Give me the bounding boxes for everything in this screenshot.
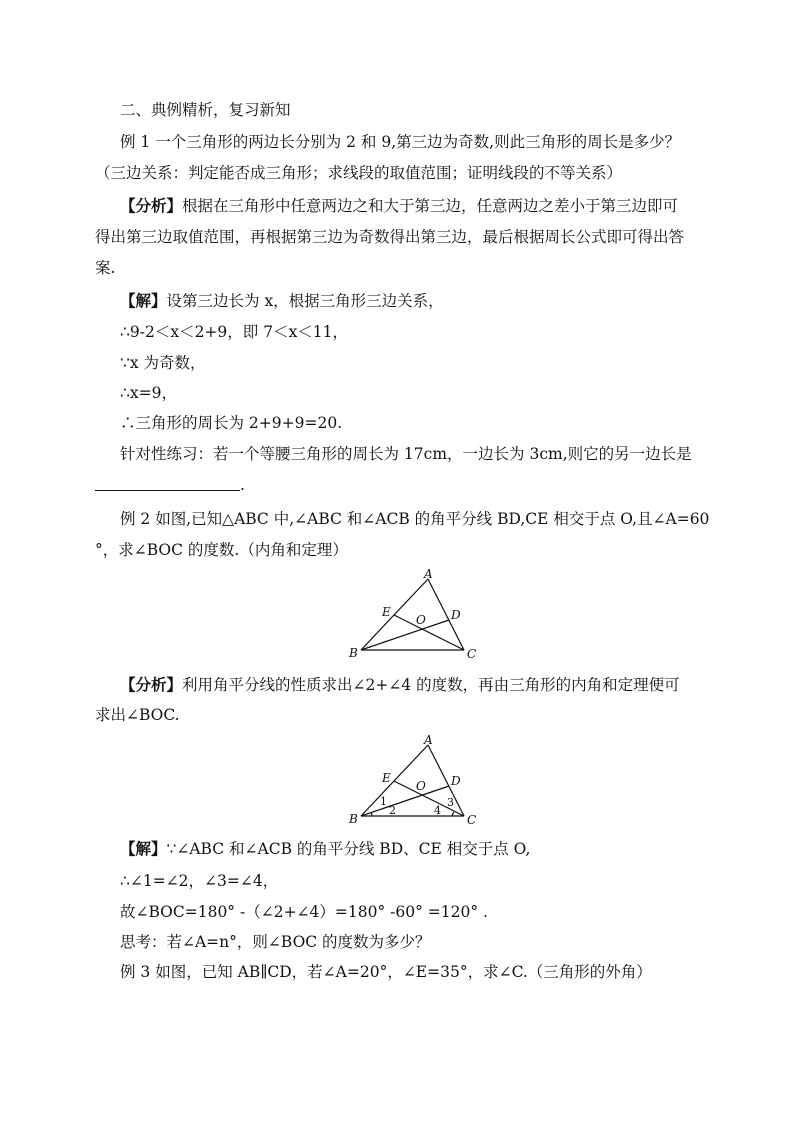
triangle-figure-1 — [340, 566, 490, 662]
example-1-solution-line-1 — [120, 290, 730, 312]
example-1-analysis-line-1 — [120, 195, 730, 217]
label-e: E — [382, 605, 391, 619]
solution-text: 设第三边长为 x，根据三角形三边关系， — [166, 292, 444, 310]
example-3-question: 例 3 如图，已知 AB∥CD，若∠A=20°，∠E=35°，求∠C.（三角形的外角） — [120, 963, 652, 981]
example-1-solution-line-3: ∵x 为奇数， — [120, 354, 206, 372]
example-2-analysis-line-2: 求出∠BOC. — [95, 706, 180, 724]
label-o: O — [416, 779, 426, 793]
angle-label-4: 4 — [434, 804, 441, 817]
label-b: B — [349, 646, 358, 660]
section-title: 二、典例精析，复习新知 — [120, 101, 291, 119]
label-o: O — [416, 613, 426, 627]
angle-label-1: 1 — [380, 795, 387, 808]
example-2-solution-line-2: ∴∠1=∠2，∠3=∠4， — [120, 872, 279, 890]
solution-text: ∵∠ABC 和∠ACB 的角平分线 BD、CE 相交于点 O, — [166, 840, 531, 858]
label-a: A — [424, 733, 433, 747]
label-b: B — [349, 812, 358, 826]
example-1-solution-line-2: ∴9-2＜x＜2+9，即 7＜x＜11， — [120, 323, 349, 341]
label-a: A — [424, 567, 433, 581]
think-question: 思考：若∠A=n°，则∠BOC 的度数为多少？ — [120, 933, 431, 951]
label-c: C — [467, 813, 477, 827]
answer-blank — [95, 490, 240, 491]
example-1-analysis-line-2: 得出第三边取值范围，再根据第三边为奇数得出第三边，最后根据周长公式即可得出答 — [95, 228, 685, 246]
example-2-question-line-2: °，求∠BOC 的度数.（内角和定理） — [95, 541, 348, 559]
analysis-tag: 【分析】 — [120, 196, 183, 215]
analysis-text: 利用角平分线的性质求出∠2+∠4 的度数，再由三角形的内角和定理便可 — [182, 676, 680, 694]
practice-question: 针对性练习：若一个等腰三角形的周长为 17cm，一边长为 3cm,则它的另一边长是 — [120, 445, 692, 463]
label-d: D — [451, 774, 461, 788]
bisector-bd — [361, 620, 449, 650]
label-d: D — [451, 608, 461, 622]
triangle-figure-2 — [340, 733, 490, 829]
solution-tag: 【解】 — [120, 839, 167, 858]
example-1-question: 例 1 一个三角形的两边长分别为 2 和 9,第三边为奇数,则此三角形的周长是多少？ — [120, 133, 681, 151]
example-1-note: （三边关系：判定能否成三角形；求线段的取值范围；证明线段的不等关系） — [95, 164, 623, 182]
example-2-question-line-1: 例 2 如图,已知△ABC 中,∠ABC 和∠ACB 的角平分线 BD,CE 相交于点 O,且∠A=60 — [120, 510, 710, 528]
label-e: E — [382, 771, 391, 785]
example-1-solution-line-4: ∴x=9， — [120, 384, 177, 402]
example-1-analysis-line-3: 案. — [95, 259, 116, 277]
angle-label-3: 3 — [447, 796, 454, 809]
example-2-solution-line-1 — [120, 838, 730, 860]
example-2-solution-line-3: 故∠BOC=180° -（∠2+∠4）=180° -60° =120° . — [120, 903, 488, 921]
angle-label-2: 2 — [389, 804, 396, 817]
example-1-solution-line-5: ∴三角形的周长为 2+9+9=20. — [120, 414, 343, 432]
practice-period: . — [240, 476, 245, 494]
example-2-analysis-line-1 — [120, 674, 730, 696]
label-c: C — [467, 647, 477, 661]
analysis-text: 根据在三角形中任意两边之和大于第三边，任意两边之差小于第三边即可 — [182, 197, 679, 215]
analysis-tag: 【分析】 — [120, 675, 183, 694]
solution-tag: 【解】 — [120, 291, 167, 310]
